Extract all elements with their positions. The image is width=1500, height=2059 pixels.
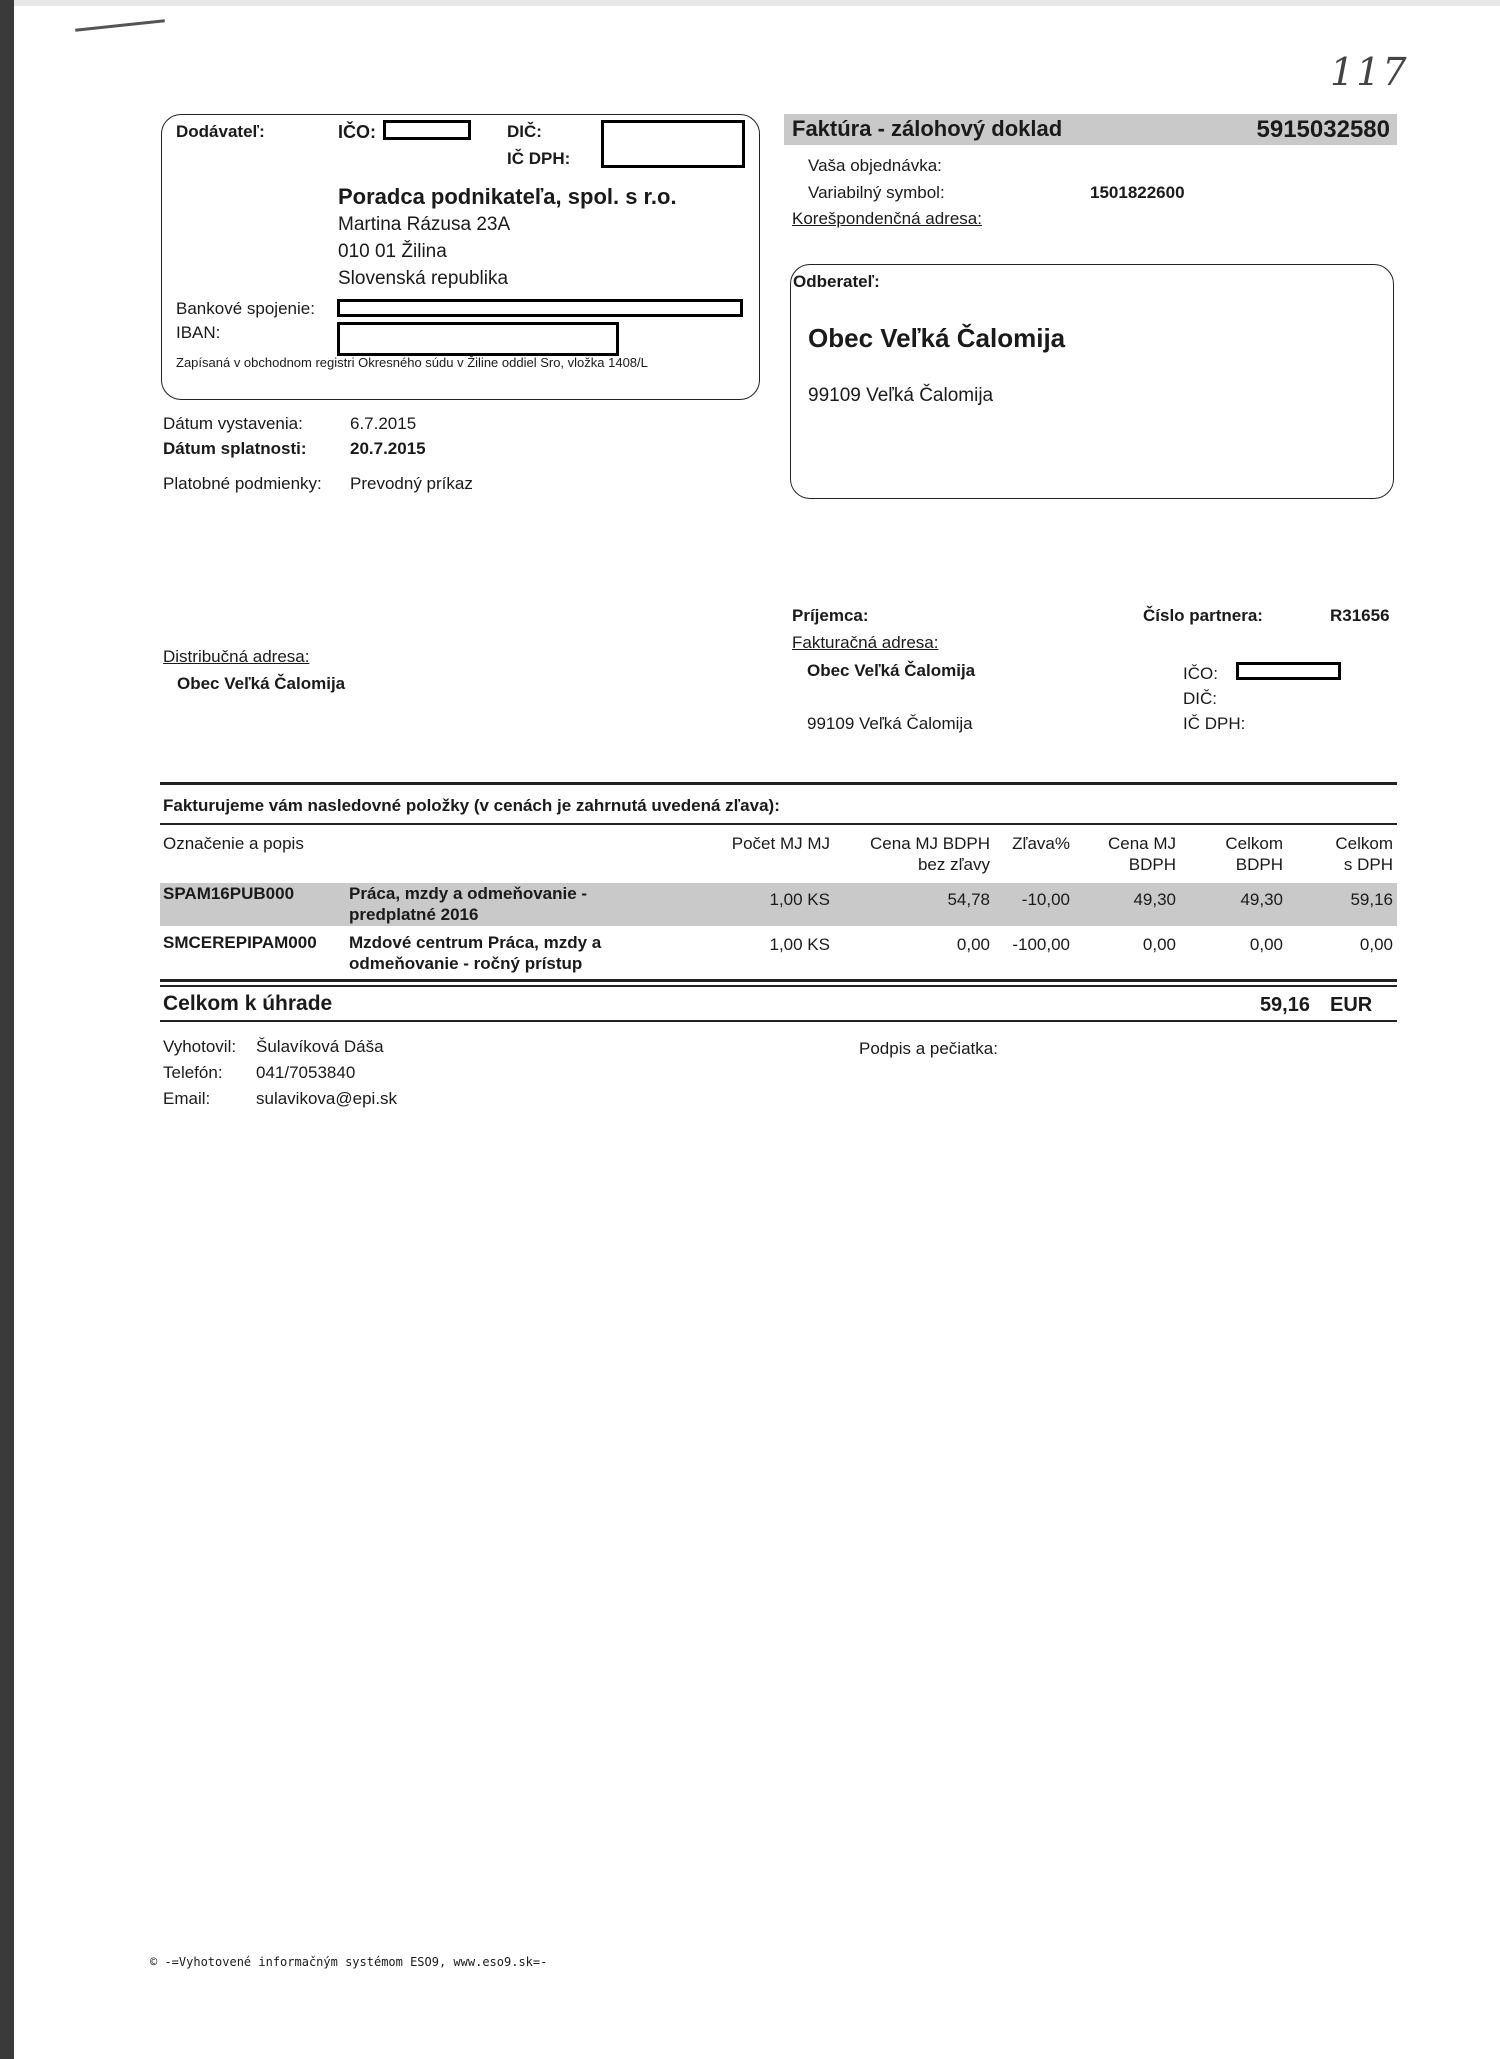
supplier-street: Martina Rázusa 23A <box>338 214 511 235</box>
recipient-label: Príjemca: <box>792 606 869 625</box>
row-2-qty: 1,00 KS <box>769 935 830 954</box>
header-unit-price-2: bez zľavy <box>917 855 990 874</box>
customer-address: 99109 Veľká Čalomija <box>808 385 994 406</box>
scan-top-edge <box>14 0 1500 6</box>
supplier-icdph-label: IČ DPH: <box>507 149 571 168</box>
total-top-rule-2 <box>160 985 1397 987</box>
header-unit-price: Cena MJ BDPH <box>870 834 990 853</box>
row-2-total: 0,00 <box>1249 935 1283 954</box>
row-2-desc: Mzdové centrum Práca, mzdy a <box>349 933 602 952</box>
row-1-price: 49,30 <box>1133 890 1176 909</box>
customer-label: Odberateľ: <box>793 272 880 291</box>
total-value: 59,16 <box>1259 994 1310 1016</box>
correspondence-label: Korešpondenčná adresa: <box>792 209 982 228</box>
header-price-2: BDPH <box>1128 855 1176 874</box>
billing-label: Fakturačná adresa: <box>792 633 939 652</box>
signature-label: Podpis a pečiatka: <box>859 1039 998 1058</box>
variable-symbol: 1501822600 <box>1090 183 1185 202</box>
redacted-bank <box>337 299 743 317</box>
row-2-code: SMCEREPIPAM000 <box>163 933 317 952</box>
row-1-total: 49,30 <box>1240 890 1283 909</box>
header-discount: Zľava% <box>1012 834 1070 853</box>
iban-label: IBAN: <box>176 323 221 342</box>
row-2-discount: -100,00 <box>1012 935 1070 954</box>
email: sulavikova@epi.sk <box>256 1089 398 1108</box>
invoice-number: 5915032580 <box>1256 116 1390 143</box>
row-2-total-vat: 0,00 <box>1359 935 1393 954</box>
row-1-total-vat: 59,16 <box>1350 890 1393 909</box>
redacted-ico <box>383 120 471 140</box>
header-desc: Označenie a popis <box>163 834 304 853</box>
recipient-name: Obec Veľká Čalomija <box>807 661 976 680</box>
bank-label: Bankové spojenie: <box>176 299 315 318</box>
distribution-label: Distribučná adresa: <box>163 647 310 666</box>
row-2-price: 0,00 <box>1142 935 1176 954</box>
partner-number: R31656 <box>1330 606 1390 625</box>
supplier-ico-label: IČO: <box>338 122 376 142</box>
issued-label: Dátum vystavenia: <box>163 414 303 433</box>
payment-method: Prevodný príkaz <box>350 474 473 493</box>
header-total-vat: Celkom <box>1335 834 1393 853</box>
variable-symbol-label: Variabilný symbol: <box>808 183 945 202</box>
made-by: Šulavíková Dáša <box>256 1037 384 1056</box>
order-label: Vaša objednávka: <box>808 156 942 175</box>
phone: 041/7053840 <box>256 1063 356 1082</box>
due-label: Dátum splatnosti: <box>163 439 307 458</box>
items-top-rule <box>160 782 1397 785</box>
supplier-city: 010 01 Žilina <box>338 241 447 262</box>
supplier-label: Dodávateľ: <box>176 122 265 141</box>
row-1-desc: Práca, mzdy a odmeňovanie - <box>349 884 588 903</box>
row-1-unit-price: 54,78 <box>947 890 990 909</box>
total-top-rule <box>160 979 1397 982</box>
header-price: Cena MJ <box>1107 834 1176 853</box>
email-label: Email: <box>163 1089 211 1108</box>
recipient-dic-label: DIČ: <box>1183 689 1217 708</box>
redacted-recipient-ico <box>1236 662 1341 680</box>
recipient-icdph-label: IČ DPH: <box>1183 714 1246 733</box>
row-2-desc-2: odmeňovanie - ročný prístup <box>349 954 583 973</box>
row-1-desc-2: predplatné 2016 <box>349 905 479 924</box>
phone-label: Telefón: <box>163 1063 223 1082</box>
row-2-unit-price: 0,00 <box>956 935 990 954</box>
handwritten-note: 117 <box>1330 50 1409 94</box>
header-total: Celkom <box>1225 834 1283 853</box>
payment-label: Platobné podmienky: <box>163 474 322 493</box>
pen-stroke <box>75 19 165 31</box>
customer-name: Obec Veľká Čalomija <box>808 323 1066 353</box>
header-total-vat-2: s DPH <box>1343 855 1393 874</box>
due-date: 20.7.2015 <box>350 439 426 458</box>
total-currency: EUR <box>1330 994 1373 1016</box>
distribution-name: Obec Veľká Čalomija <box>177 674 346 693</box>
supplier-dic-label: DIČ: <box>507 122 542 141</box>
issued-date: 6.7.2015 <box>350 414 417 433</box>
row-1-qty: 1,00 KS <box>769 890 830 909</box>
invoice-title: Faktúra - zálohový doklad <box>792 116 1063 141</box>
header-qty: Počet MJ MJ <box>731 834 830 853</box>
supplier-registry: Zapísaná v obchodnom registri Okresného súdu v Žiline oddiel Sro, vložka 1408/L <box>176 355 648 370</box>
recipient-ico-label: IČO: <box>1183 664 1218 683</box>
partner-label: Číslo partnera: <box>1143 606 1263 625</box>
customer-box <box>790 264 1394 499</box>
row-1-discount: -10,00 <box>1021 890 1070 909</box>
scan-edge <box>0 0 14 2059</box>
total-bottom-rule <box>160 1020 1397 1022</box>
recipient-address: 99109 Veľká Čalomija <box>807 714 973 733</box>
supplier-country: Slovenská republika <box>338 268 509 289</box>
redacted-dic <box>601 120 745 168</box>
items-heading: Fakturujeme vám nasledovné položky (v cenách je zahrnutá uvedená zľava): <box>163 796 780 815</box>
header-total-2: BDPH <box>1235 855 1283 874</box>
redacted-iban <box>337 322 619 356</box>
row-1-code: SPAM16PUB000 <box>163 884 295 903</box>
made-by-label: Vyhotovil: <box>163 1037 237 1056</box>
footer-note: © -=Vyhotovené informačným systémom ESO9, www.eso9.sk=- <box>150 1955 548 1969</box>
total-label: Celkom k úhrade <box>163 992 333 1015</box>
supplier-name: Poradca podnikateľa, spol. s r.o. <box>338 184 677 209</box>
items-heading-rule <box>160 823 1397 825</box>
